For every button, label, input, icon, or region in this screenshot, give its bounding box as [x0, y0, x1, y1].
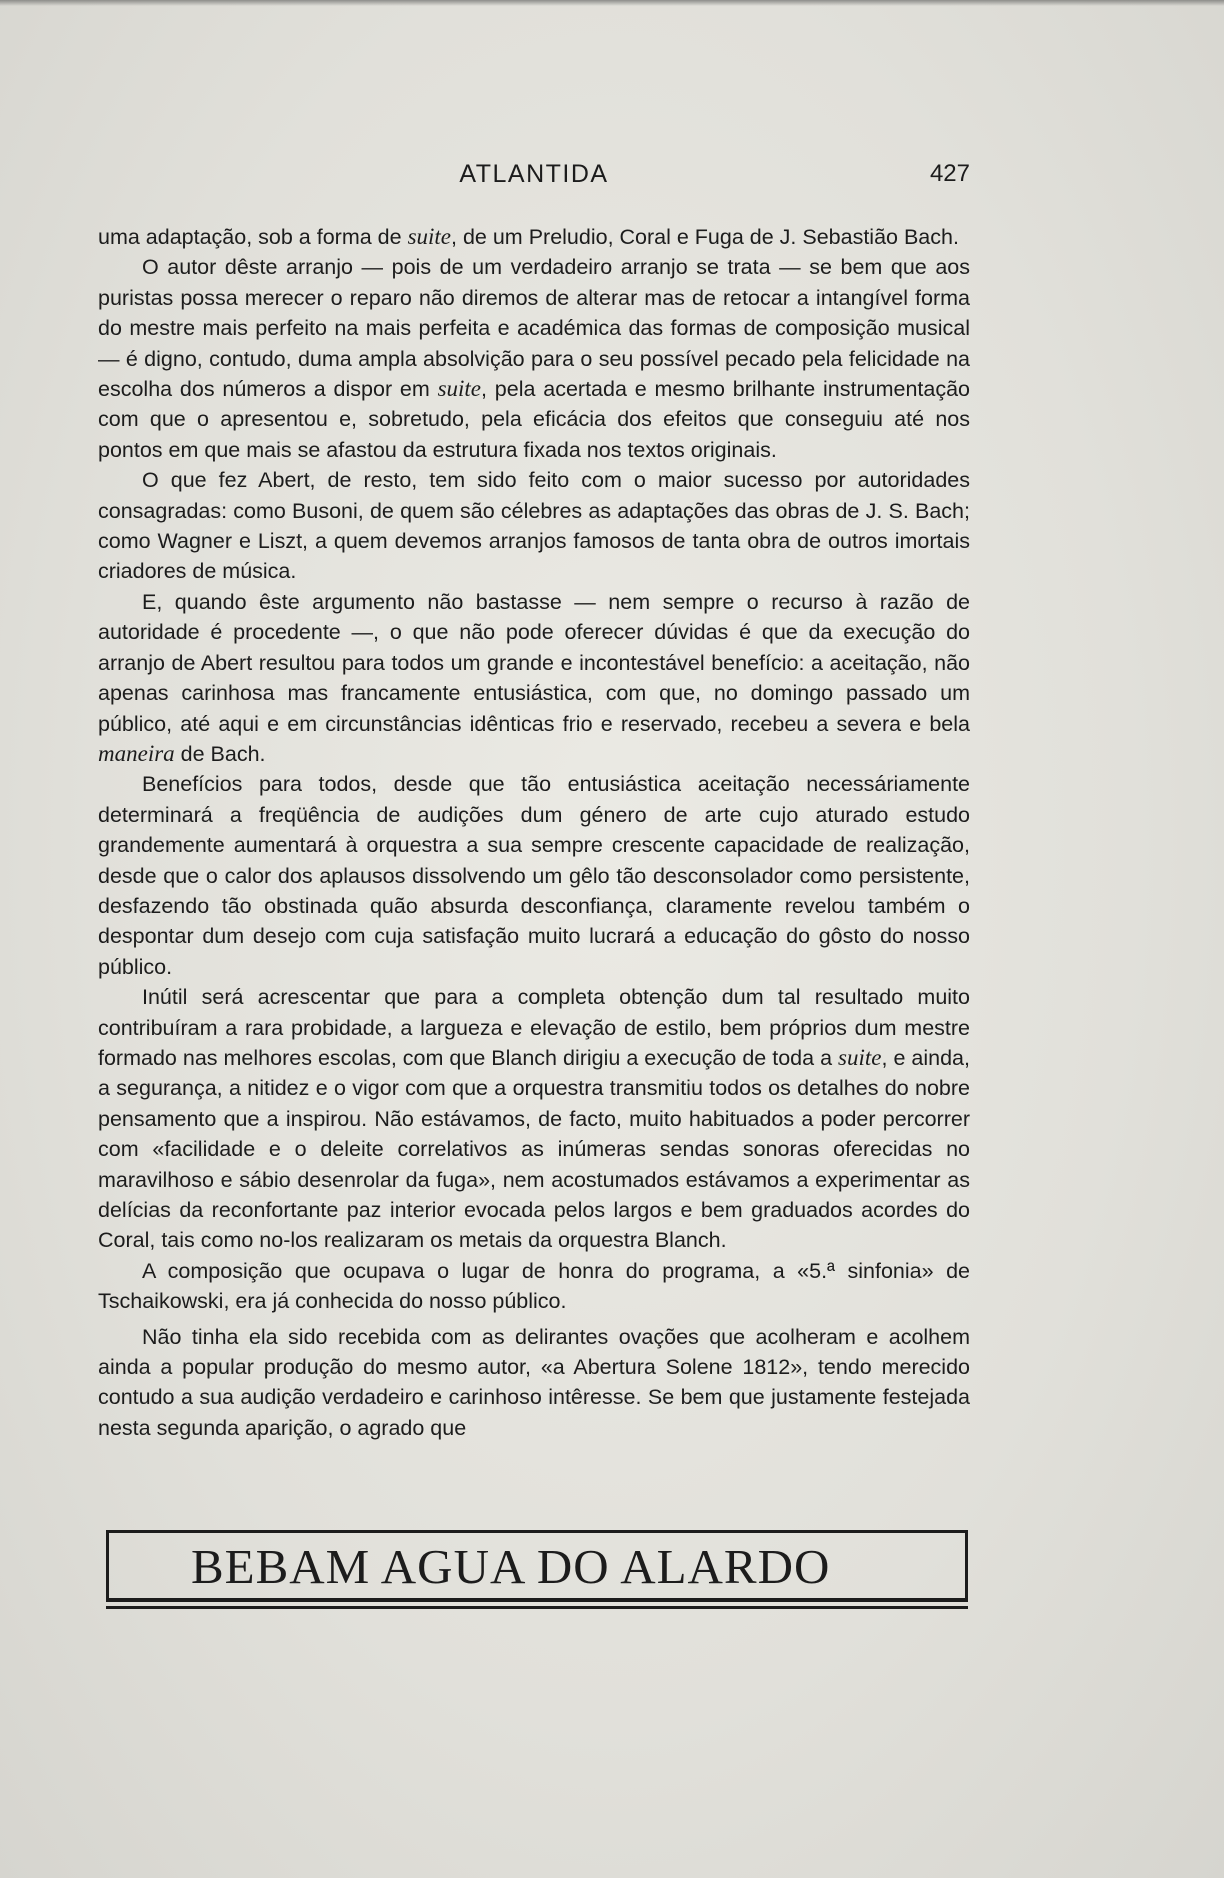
text-run: Inútil será acrescentar que para a completa obtenção dum tal resultado muito contribuíram a rara probidade, a largueza e elevação de estilo, bem próprios dum mestre formado nas melhores escolas, com que Blanch dirigiu a execução de toda a	[98, 985, 970, 1070]
paragraph	[98, 465, 970, 587]
advertisement-box	[106, 1530, 968, 1602]
text-run: O autor dêste arranjo — pois de um verdadeiro arranjo se trata — se bem que aos puristas possa merecer o reparo não diremos de alterar mas de retocar a intangível forma do mestre mais perfeito na mais perfeita e académica das formas de composição musical — é digno, contudo, duma ampla absolvição para o seu possível pecado pela felicidade na escolha dos números a dispor em	[98, 255, 970, 402]
text-run: O que fez Abert, de resto, tem sido feito com o maior sucesso por autoridades consagradas: como Busoni, de quem são célebres as adaptações das obras de J. S. Bach; como Wagner e Liszt, a quem devemos arranjos famosos de tanta obra de outros imortais criadores de música.	[98, 468, 970, 584]
page-number: 427	[929, 160, 970, 187]
advertisement-text: BEBAM AGUA DO ALARDO	[191, 1539, 831, 1594]
journal-title: ATLANTIDA	[459, 160, 609, 188]
text-run: A composição que ocupava o lugar de honra do programa, a «5.ª sinfonia» de Tschaikowski, era já conhecida do nosso público.	[98, 1258, 970, 1314]
paragraph	[98, 222, 970, 252]
text-run: , de um Preludio, Coral e Fuga de J. Sebastião Bach.	[451, 225, 959, 249]
paragraph	[98, 769, 970, 982]
paragraph	[98, 1256, 970, 1317]
text-run: , e ainda, a segurança, a nitidez e o vigor com que a orquestra transmitiu todos os detalhes do nobre pensamento que a inspirou. Não estávamos, de facto, muito habituados a poder percorrer com «facilidade e o deleite correlativos as inúmeras sendas sonoras oferecidas no maravilhoso e sábio desenrolar da fuga», nem acostumados estávamos a experimentar as delícias da reconfortante paz interior evocada pelos largos e bem graduados acordes do Coral, tais como no-los realizaram os metais da orquestra Blanch.	[98, 1045, 970, 1253]
paragraph	[98, 1322, 970, 1444]
text-run: de Bach.	[174, 741, 266, 766]
italic-term: maneira	[98, 740, 175, 766]
italic-term: suite	[437, 376, 482, 402]
text-run: uma adaptação, sob a forma de	[98, 225, 408, 249]
italic-term: suite	[838, 1044, 882, 1070]
running-header	[98, 160, 970, 192]
article-body	[98, 222, 970, 1443]
italic-term: suite	[407, 224, 452, 249]
paragraph	[98, 252, 970, 465]
text-run: , pela acertada e mesmo brilhante instrumentação com que o apresentou e, sobretudo, pela eficácia dos efeitos que conseguiu até nos pontos em que mais se afastou da estrutura fixada nos textos originais.	[98, 377, 970, 462]
text-run: Benefícios para todos, desde que tão entusiástica aceitação necessáriamente determinará a freqüência de audições dum género de arte cujo aturado estudo grandemente aumentará à orquestra a sua sempre crescente capacidade de realização, desde que o calor dos aplausos dissolvendo um gêlo tão desconsolador como persistente, desfazendo tão obstinada quão absurda desconfiança, claramente revelou também o despontar dum desejo com cuja satisfação muito lucrará a educação do gôsto do nosso público.	[98, 772, 970, 979]
paragraph	[98, 587, 970, 769]
paragraph	[98, 982, 970, 1256]
text-run: Não tinha ela sido recebida com as delirantes ovações que acolheram e acolhem ainda a popular produção do mesmo autor, «a Abertura Solene 1812», tendo merecido contudo a sua audição verdadeiro e carinhoso intêresse. Se bem que justamente festejada nesta segunda aparição, o agrado que	[98, 1324, 970, 1440]
page-edge-shadow	[0, 0, 1224, 6]
text-run: E, quando êste argumento não bastasse — nem sempre o recurso à razão de autoridade é procedente —, o que não pode oferecer dúvidas é que da execução do arranjo de Abert resultou para todos um grande e incontestável benefício: a aceitação, não apenas carinhosa mas francamente entusiástica, com que, no domingo passado um público, até aqui e em circunstâncias idênticas frio e reservado, recebeu a severa e bela	[98, 589, 970, 736]
